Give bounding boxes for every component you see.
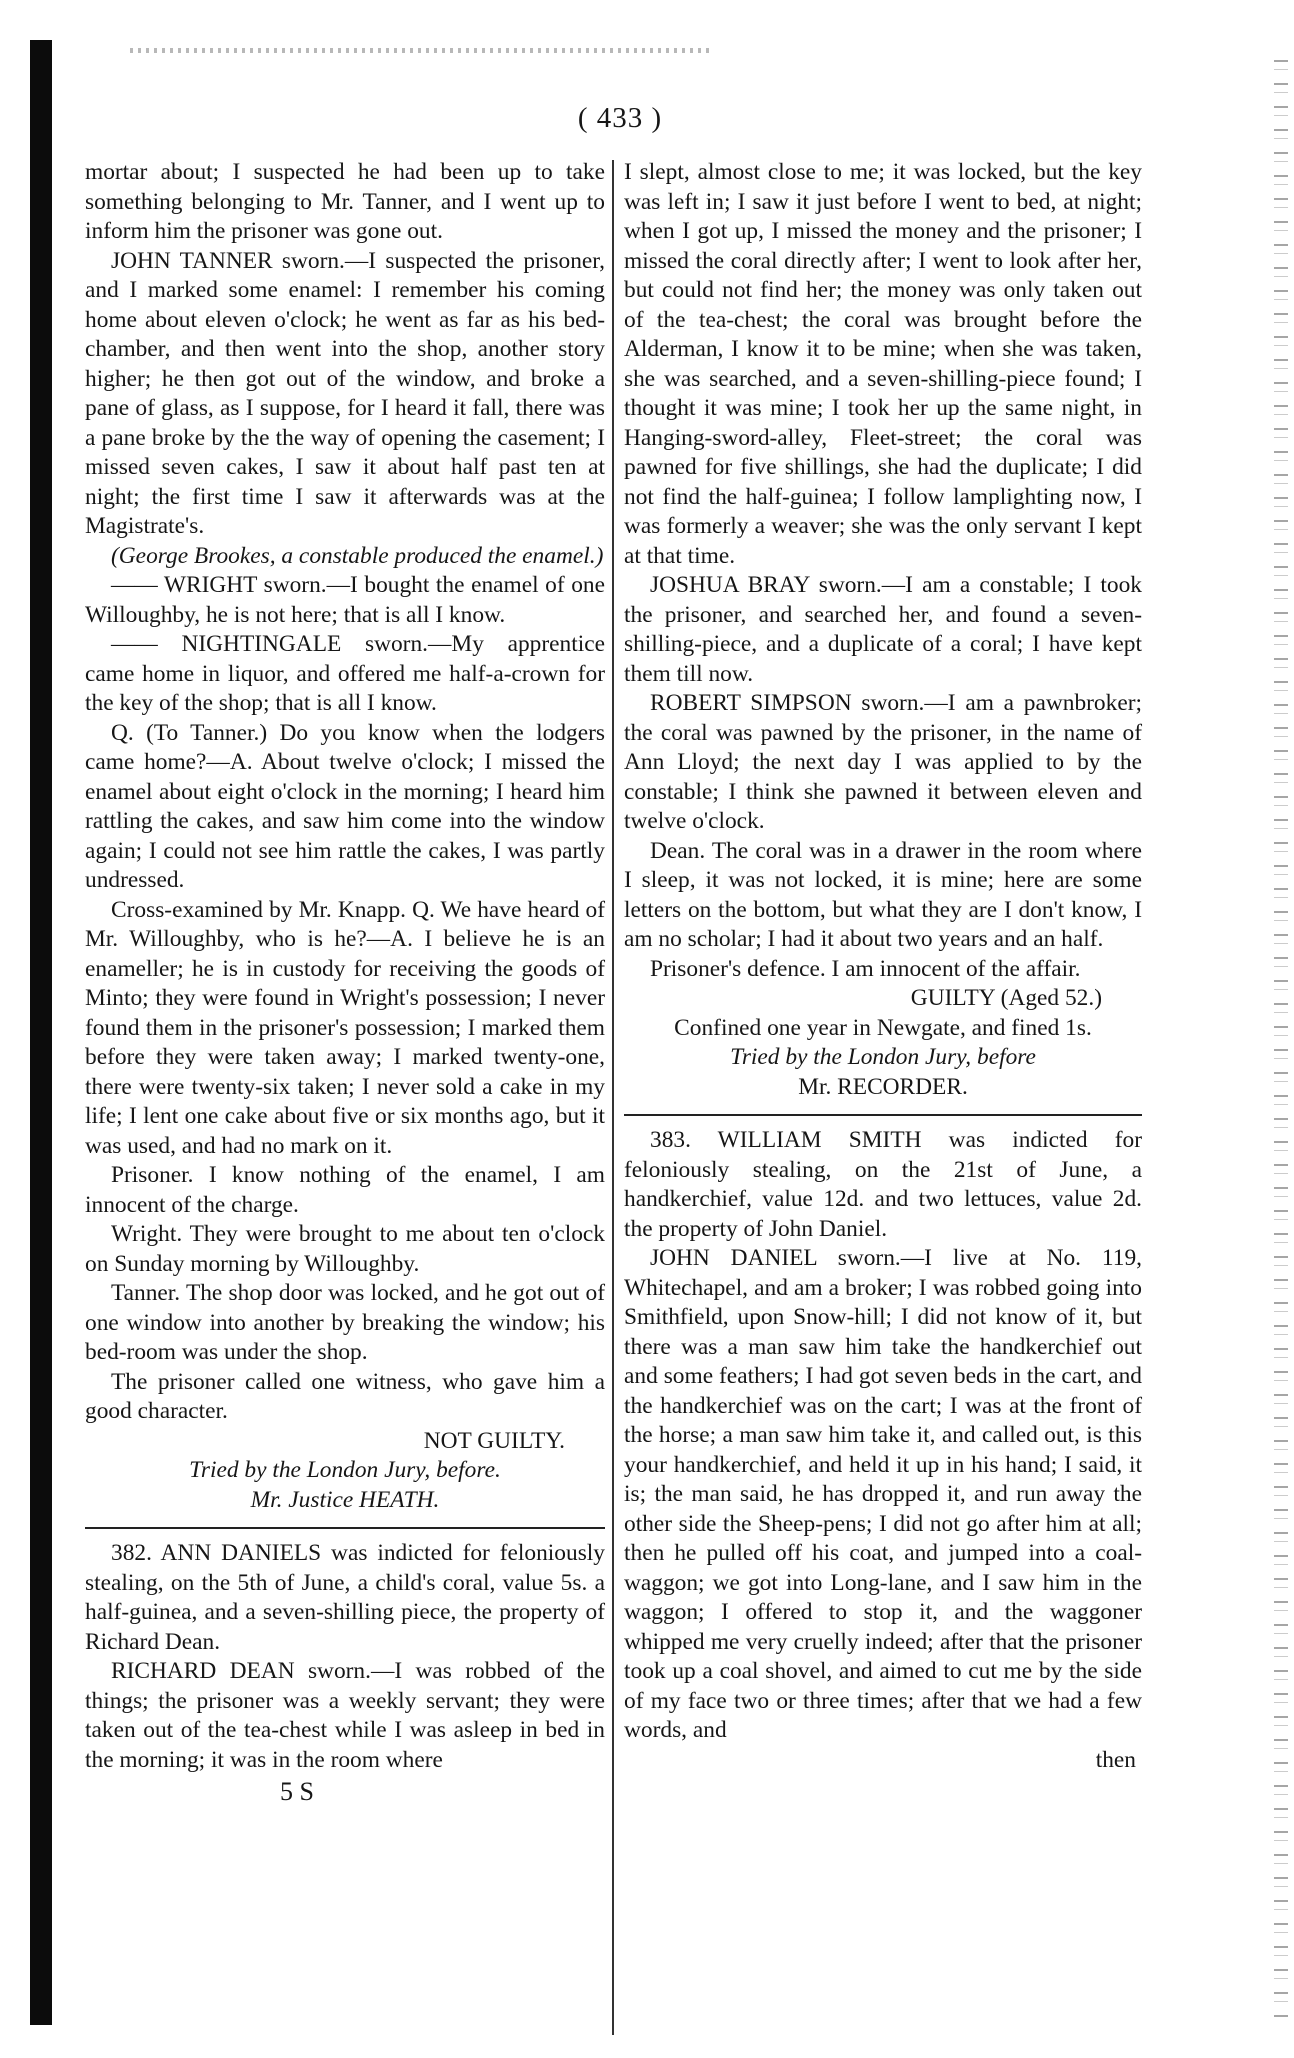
paragraph: Tried by the London Jury, before: [730, 1044, 1036, 1070]
section-separator: [85, 1527, 605, 1529]
left-column: [85, 158, 605, 1807]
paragraph: 383. WILLIAM SMITH was indicted for feloniously stealing, on the 21st of June, a handkerchief, value 12d. and two lettuces, value 2d. the property of John Daniel.: [624, 1127, 1142, 1242]
right-column: [624, 158, 1142, 1775]
paragraph: 382. ANN DANIELS was indicted for feloniously stealing, on the 5th of June, a child's coral, value 5s. a half-guinea, and a seven-shilling piece, the property of Richard Dean.: [85, 1540, 605, 1655]
paragraph: Mr. RECORDER.: [798, 1073, 968, 1100]
paragraph: JOHN DANIEL sworn.—I live at No. 119, Whitechapel, and am a broker; I was robbed going into Smithfield, upon Snow-hill; I did not know of it, but there was a man saw him take the handkerchief out and some feathers; I had got seven beds in the cart, and the handkerchief was on the cart; I was at the front of the horse; a man saw him take it, and called out, is this your handkerchief, and held it up in his hand; I said, it is; the man said, he has dropped it, and run away the other side the Sheep-pens; I did not go after him at all; then he pulled off his coat, and jumped into a coal-waggon; we got into Long-lane, and I saw him in the waggon; I offered to stop it, and the waggoner whipped me very cruelly indeed; after that the prisoner took up a coal shovel, and aimed to cut me by the side of my face two or three times; after that we had a few words, and: [624, 1245, 1142, 1743]
binding-spine: [1274, 60, 1288, 2020]
paragraph: The prisoner called one witness, who gave him a good character.: [85, 1368, 605, 1424]
paragraph: —— WRIGHT sworn.—I bought the enamel of one Willoughby, he is not here; that is all I know.: [85, 572, 605, 628]
page-number: ( 433 ): [577, 102, 663, 134]
paragraph: GUILTY (Aged 52.): [910, 985, 1102, 1011]
paragraph: Dean. The coral was in a drawer in the room where I sleep, it was not locked, it is mine; here are some letters on the bottom, but what they are I don't know, I am no scholar; I had it about two years and an half.: [624, 837, 1142, 952]
scan-noise: [130, 48, 710, 53]
paragraph: then: [1095, 1746, 1136, 1773]
paragraph: mortar about; I suspected he had been up to take something belonging to Mr. Tanner, and I went up to inform him the prisoner was gone out.: [85, 159, 605, 244]
paragraph: —— NIGHTINGALE sworn.—My apprentice came home in liquor, and offered me half-a-crown for the key of the shop; that is all I know.: [85, 631, 605, 716]
paragraph: JOSHUA BRAY sworn.—I am a constable; I took the prisoner, and searched her, and found a seven-shilling-piece, and a duplicate of a coral; I have kept them till now.: [624, 572, 1142, 687]
paragraph: JOHN TANNER sworn.—I suspected the prisoner, and I marked some enamel: I remember his coming home about eleven o'clock; he went as far as his bed-chamber, and then went into the shop, another story higher; he then got out of the window, and broke a pane of glass, as I suppose, for I heard it fall, there was a pane broke by the the way of opening the casement; I missed seven cakes, I saw it about half past ten at night; the first time I saw it afterwards was at the Magistrate's.: [85, 247, 605, 539]
paragraph: Confined one year in Newgate, and fined 1s.: [674, 1014, 1092, 1041]
paragraph: Wright. They were brought to me about ten o'clock on Sunday morning by Willoughby.: [85, 1221, 605, 1277]
column-divider: [612, 160, 614, 2035]
page-shadow-edge: [30, 40, 52, 2025]
paragraph: Tried by the London Jury, before.: [189, 1457, 501, 1483]
paragraph: Cross-examined by Mr. Knapp. Q. We have heard of Mr. Willoughby, who is he?—A. I believe he is an enameller; he is in custody for receiving the goods of Minto; they were found in Wright's possession; I never found them in the prisoner's possession; I marked them before they were taken away; I marked twenty-one, there were twenty-six taken; I never sold a cake in my life; I lent one cake about five or six months ago, but it was used, and had no mark on it.: [85, 896, 605, 1159]
paragraph: Prisoner's defence. I am innocent of the affair.: [650, 955, 1081, 982]
signature-mark: 5 S: [280, 1777, 314, 1806]
paragraph: RICHARD DEAN sworn.—I was robbed of the things; the prisoner was a weekly servant; they were taken out of the tea-chest while I was asleep in bed in the morning; it was in the room where: [85, 1658, 605, 1773]
paragraph: NOT GUILTY.: [423, 1427, 565, 1454]
paragraph: I slept, almost close to me; it was locked, but the key was left in; I saw it just before I went to bed, at night; when I got up, I missed the money and the prisoner; I missed the coral directly after; I went to look after her, but could not find her; the money was only taken out of the tea-chest; the coral was brought before the Alderman, I know it to be mine; when she was taken, she was searched, and a seven-shilling-piece found; I thought it was mine; I took her up the same night, in Hanging-sword-alley, Fleet-street; the coral was pawned for five shillings, she had the duplicate; I did not find the half-guinea; I follow lamplighting now, I was formerly a weaver; she was the only servant I kept at that time.: [624, 159, 1142, 569]
paragraph: Tanner. The shop door was locked, and he got out of one window into another by breaking the window; his bed-room was under the shop.: [85, 1280, 605, 1365]
paragraph: Mr. Justice HEATH.: [250, 1486, 440, 1513]
paragraph: (George Brookes, a constable produced the enamel.): [111, 542, 604, 569]
section-separator: [624, 1114, 1142, 1116]
paragraph: Prisoner. I know nothing of the enamel, I am innocent of the charge.: [85, 1162, 605, 1218]
paragraph: ROBERT SIMPSON sworn.—I am a pawnbroker; the coral was pawned by the prisoner, in the name of Ann Lloyd; the next day I was applied to by the constable; I think she pawned it between eleven and twelve o'clock.: [624, 690, 1142, 834]
paragraph: Q. (To Tanner.) Do you know when the lodgers came home?—A. About twelve o'clock; I missed the enamel about eight o'clock in the morning; I heard him rattling the cakes, and saw him come into the window again; I could not see him rattle the cakes, I was partly undressed.: [85, 719, 605, 893]
